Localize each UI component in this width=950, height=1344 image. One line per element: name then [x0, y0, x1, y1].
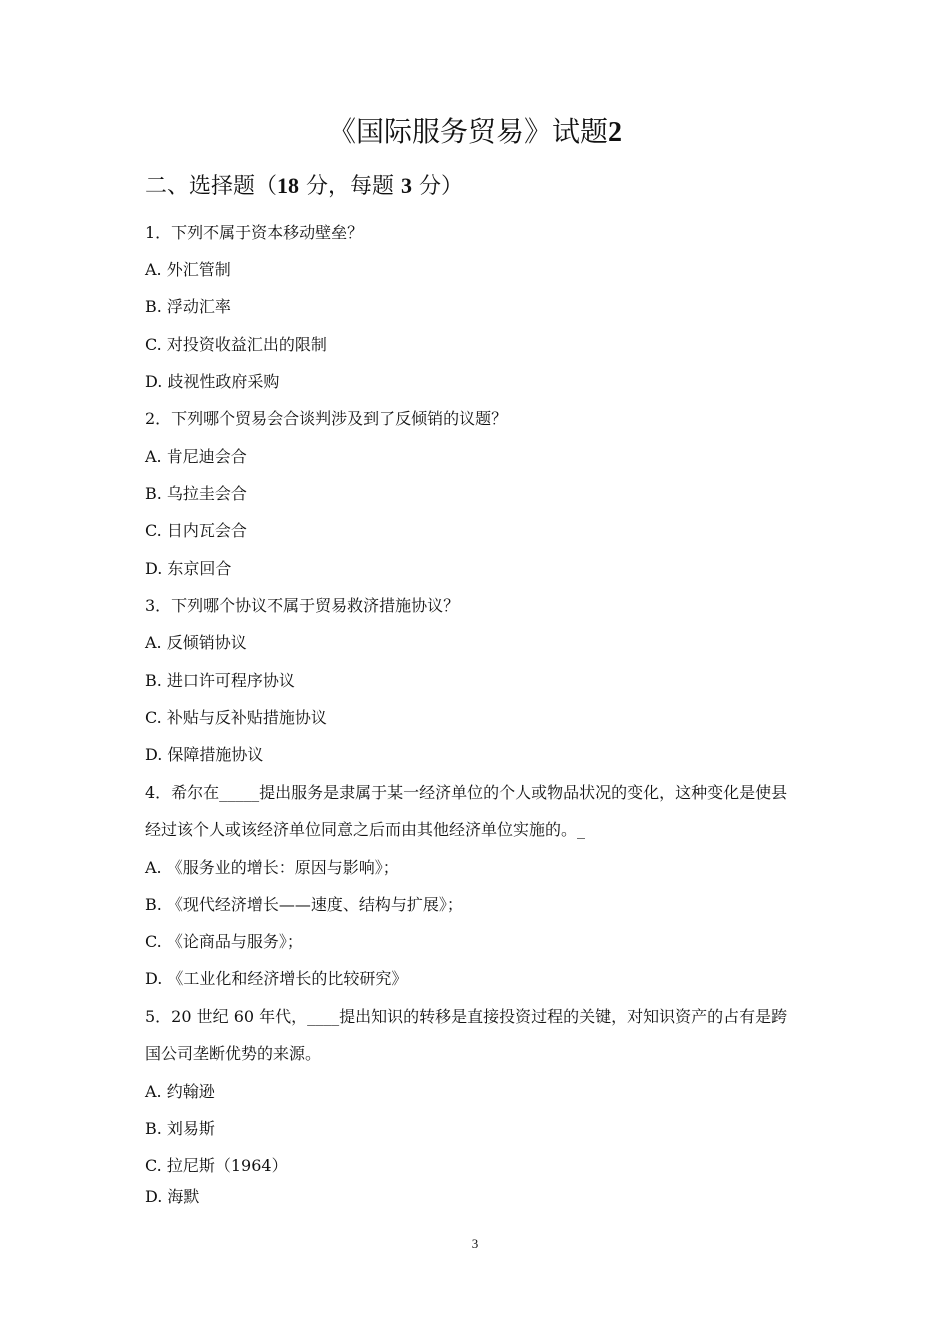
- question-1: 1．下列不属于资本移动壁垒？: [145, 223, 364, 242]
- option-3c: C. 补贴与反补贴措施协议: [145, 708, 327, 727]
- page-title: [0, 112, 950, 153]
- title-number: 2: [608, 117, 622, 148]
- option-5a: A. 约翰逊: [145, 1082, 215, 1101]
- option-4c: C. 《论商品与服务》；: [145, 932, 303, 951]
- section-each: 3: [401, 173, 413, 198]
- section-suffix: 分）: [412, 174, 464, 199]
- question-3: 3．下列哪个协议不属于贸易救济措施协议？: [145, 596, 460, 615]
- option-4a: A. 《服务业的增长：原因与影响》；: [145, 858, 399, 877]
- option-1c: C. 对投资收益汇出的限制: [145, 335, 327, 354]
- option-1a: A. 外汇管制: [145, 260, 231, 279]
- page-number: 3: [471, 1236, 479, 1251]
- question-4: 4．希尔在_____提出服务是隶属于某一经济单位的个人或物品状况的变化，这种变化是使县: [145, 783, 788, 802]
- option-2d: D. 东京回合: [145, 559, 232, 578]
- option-4b: B. 《现代经济增长——速度、结构与扩展》；: [145, 895, 463, 914]
- option-3a: A. 反倾销协议: [145, 633, 247, 652]
- question-2: 2．下列哪个贸易会合谈判涉及到了反倾销的议题？: [145, 409, 508, 428]
- section-points: 18: [277, 173, 300, 198]
- option-3b: B. 进口许可程序协议: [145, 671, 295, 690]
- option-2c: C. 日内瓦会合: [145, 521, 247, 540]
- option-3d: D. 保障措施协议: [145, 745, 264, 764]
- section-mid: 分，每题: [299, 174, 402, 199]
- option-5b: B. 刘易斯: [145, 1119, 215, 1138]
- option-1b: B. 浮动汇率: [145, 297, 231, 316]
- question-5-continued: 国公司垄断优势的来源。: [145, 1044, 322, 1063]
- option-1d: D. 歧视性政府采购: [145, 372, 280, 391]
- section-prefix: 二、选择题（: [145, 174, 278, 199]
- option-2a: A. 肯尼迪会合: [145, 447, 247, 466]
- section-heading: [145, 170, 463, 203]
- option-5d: D. 海默: [145, 1187, 200, 1206]
- option-5c: C. 拉尼斯（1964）: [145, 1156, 288, 1175]
- title-text: 《国际服务贸易》试题: [327, 115, 608, 148]
- question-4-continued: 经过该个人或该经济单位同意之后而由其他经济单位实施的。_: [145, 820, 586, 839]
- option-2b: B. 乌拉圭会合: [145, 484, 247, 503]
- option-4d: D. 《工业化和经济增长的比较研究》: [145, 969, 408, 988]
- question-5: 5．20 世纪 60 年代，____提出知识的转移是直接投资过程的关键，对知识资产的占有是跨: [145, 1007, 788, 1026]
